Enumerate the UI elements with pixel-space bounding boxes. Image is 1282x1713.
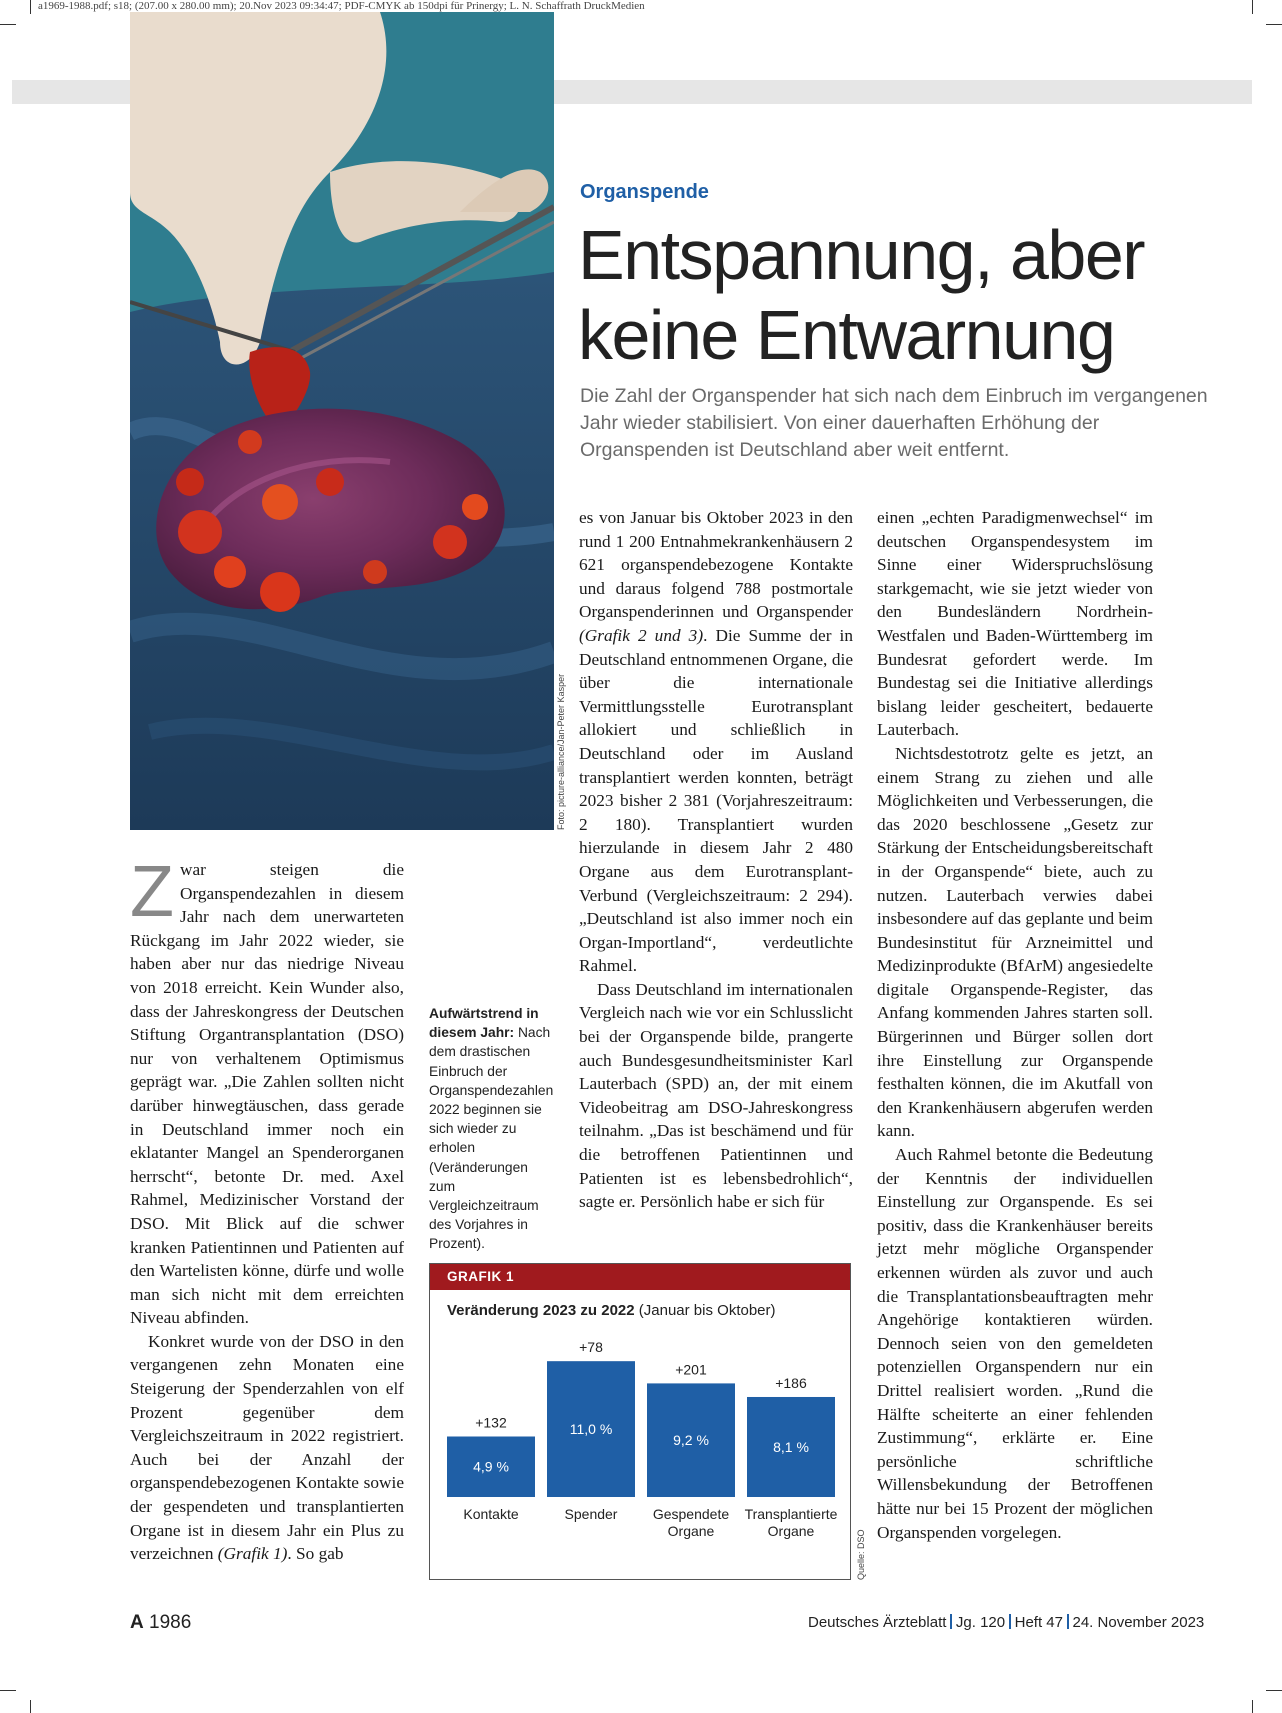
caption-title: Aufwärtstrend in diesem Jahr:	[429, 1006, 539, 1041]
crop-mark	[30, 0, 31, 14]
crop-mark	[1252, 0, 1253, 14]
crop-mark	[1266, 1690, 1282, 1691]
bar-chart	[430, 1324, 850, 1578]
journal-volume: Jg. 120	[955, 1614, 1006, 1631]
paragraph: einen „echten Paradigmenwechsel“ im deutschen Organspendesystem im Sinne einer Widerspruchslösung starkgemacht, wie sie jetzt wieder von den Bundesländern Nordrhein-Westfalen und Baden-Württemberg im Bundesrat gefordert werde. Im Bundestag sei die Initiative allerdings bislang leider gescheitert, bedauerte Lauterbach.	[877, 508, 1153, 740]
journal-issue: Heft 47	[1014, 1614, 1063, 1631]
category-label: Transplantierte	[744, 1506, 838, 1522]
headline-line-2: keine Entwarnung	[578, 296, 1115, 374]
grafik-label: GRAFIK 1	[430, 1264, 850, 1290]
headline-line-1: Entspannung, aber	[578, 216, 1145, 294]
chart-source: Quelle: DSO	[856, 1529, 866, 1580]
paragraph: Zwar steigen die Organspendezahlen in diesem Jahr nach dem unerwarteten Rückgang im Jahr 2022 wieder, sie haben aber nur das niedrige Niveau von 2018 erreicht. Kein Wunder also, dass der Jahreskongress der Deutschen Stiftung Organtransplantation (DSO) nur von verhaltenem Optimismus geprägt war. „Die Zahlen sollten nicht darüber hinwegtäuschen, dass gerade in Deutschland immer noch ein eklatanter Mangel an Spenderorganen herrscht“, betonte Dr. med. Axel Rahmel, Medizinischer Vorstand der DSO. Mit Blick auf die schwer kranken Patientinnen und Patienten auf den Wartelisten könne, dürfe und wolle man sich nicht mit dem erreichten Niveau abfinden.	[130, 852, 404, 1328]
drop-cap: Z	[130, 852, 174, 932]
footer-separator	[1067, 1614, 1069, 1629]
print-slug: a1969-1988.pdf; s18; (207.00 x 280.00 mm); 20.Nov 2023 09:34:47; PDF-CMYK ab 150dpi für Prinergy; L. N. Schaffrath DruckMedien	[38, 0, 645, 12]
caption-text: Nach dem drastischen Einbruch der Organspendezahlen 2022 beginnen sie sich wieder zu erholen (Veränderungen zum Vergleichzeitraum des Vorjahres in Prozent).	[429, 1025, 554, 1252]
paragraph: Dass Deutschland im internationalen Vergleich nach wie vor ein Schlusslicht bei der Organspende bilde, prangerte auch Bundesgesundheitsminister Karl Lauterbach (SPD) an, der mit einem Videobeitrag am DSO-Jahreskongress teilnahm. „Das ist beschämend und für die betroffenen Patientinnen und Patienten ist es lebensbedrohlich“, sagte er. Persönlich habe er sich für	[579, 979, 853, 1212]
journal-date: 24. November 2023	[1072, 1614, 1205, 1631]
article-column-2	[579, 506, 853, 1214]
category-label: Organe	[767, 1523, 815, 1539]
article-headline	[578, 215, 1218, 375]
figure-reference: (Grafik 2 und 3)	[579, 625, 704, 645]
journal-footer	[808, 1614, 1204, 1631]
crop-mark	[1252, 1700, 1253, 1713]
article-column-3	[877, 506, 1153, 1544]
bar-value-label: 9,2 %	[673, 1432, 709, 1449]
category-label: Kontakte	[463, 1506, 519, 1522]
footer-separator	[1009, 1614, 1011, 1629]
bar-absolute-label: +132	[475, 1414, 507, 1431]
crop-mark	[30, 1700, 31, 1713]
bar-value-label: 11,0 %	[569, 1421, 613, 1438]
article-column-1	[130, 852, 404, 1566]
photo-credit: Foto: picture-alliance/Jan-Peter Kasper	[556, 673, 566, 830]
paragraph: Konkret wurde von der DSO in den vergangenen zehn Monaten eine Steigerung der Spenderzahlen von elf Prozent gegenüber dem Vergleichszeitraum in 2022 registriert. Auch bei der Anzahl der organspendebezogenen Kontakte sowie der gespendeten und transplantierten Organe ist in diesem Jahr ein Plus zu verzeichnen (Grafik 1). So gab	[130, 1331, 404, 1564]
journal-name: Deutsches Ärzteblatt	[808, 1614, 947, 1631]
crop-mark	[1266, 24, 1282, 25]
surgery-photo	[130, 12, 554, 830]
category-label: Organe	[667, 1523, 715, 1539]
crop-mark	[0, 24, 16, 25]
bar-value-label: 8,1 %	[773, 1438, 809, 1455]
page-number: A 1986	[130, 1612, 192, 1633]
paragraph: Nichtsdestotrotz gelte es jetzt, an einem Strang zu ziehen und alle Möglichkeiten und Verbesserungen, die das 2020 beschlossene „Gesetz zur Stärkung der Entscheidungsbereitschaft in der Organspende“ biete, auch zu nutzen. Lauterbach verwies dabei insbesondere auf das geplante und beim Bundesinstitut für Arzneimittel und Medizinprodukte (BfArM) angesiedelte digitale Organspende-Register, das Anfang kommenden Jahres starten soll. Bürgerinnen und Bürger sollen dort ihre Einstellung zur Organspende festhalten können, die im Akutfall von den Krankenhäusern abgerufen werden kann.	[877, 743, 1153, 1141]
crop-mark	[0, 1690, 16, 1691]
article-lead: Die Zahl der Organspender hat sich nach dem Einbruch im vergangenen Jahr wieder stabilisiert. Von einer dauerhaften Erhöhung der Organspenden ist Deutschland aber weit entfernt.	[580, 385, 1208, 461]
grafik-box	[429, 1263, 851, 1580]
figure-caption	[429, 1004, 557, 1254]
category-label: Gespendete	[652, 1506, 730, 1522]
figure-reference: (Grafik 1)	[217, 1544, 288, 1564]
category-label: Spender	[564, 1506, 618, 1522]
footer-separator	[950, 1614, 952, 1629]
bar-value-label: 4,9 %	[473, 1458, 509, 1475]
paragraph: Auch Rahmel betonte die Bedeutung der Kenntnis der individuellen Einstellung zur Organspende. Es sei positiv, dass die Krankenhäuser bereits jetzt mehr mögliche Organspender erkennen würden als zuvor und auch die Transplantationsbeauftragten mehr Angehörige kontaktieren würden. Dennoch seien von den gemeldeten potenziellen Organspendern nur ein Drittel realisiert worden. „Rund die Hälfte scheiterte an einer fehlenden Zustimmung“, erklärte er. Eine persönliche schriftliche Willensbekundung der Betroffenen hätte nur bei 15 Prozent der möglichen Organspenden vorgelegen.	[877, 1145, 1153, 1542]
bar-absolute-label: +186	[775, 1374, 807, 1391]
paragraph: es von Januar bis Oktober 2023 in den rund 1 200 Entnahmekrankenhäusern 2 621 organspendebezogene Kontakte und daraus folgend 788 postmortale Organspenderinnen und Organspender (Grafik 2 und 3). Die Summe der in Deutschland entnommenen Organe, die über die internationale Vermittlungsstelle Eurotransplant allokiert und schließlich in Deutschland oder im Ausland transplantiert werden konnten, beträgt 2023 bisher 2 381 (Vorjahreszeitraum: 2 180). Transplantiert wurden hierzulande in diesem Jahr 2 480 Organe aus dem Eurotransplant-Verbund (Vergleichszeitraum: 2 294). „Deutschland ist also immer noch ein Organ-Importland“, verdeutlichte Rahmel.	[579, 508, 853, 976]
bar-absolute-label: +201	[675, 1361, 707, 1378]
bar-absolute-label: +78	[579, 1339, 603, 1356]
grafik-title: Veränderung 2023 zu 2022 (Januar bis Oktober)	[447, 1302, 776, 1319]
article-kicker: Organspende	[580, 181, 709, 203]
